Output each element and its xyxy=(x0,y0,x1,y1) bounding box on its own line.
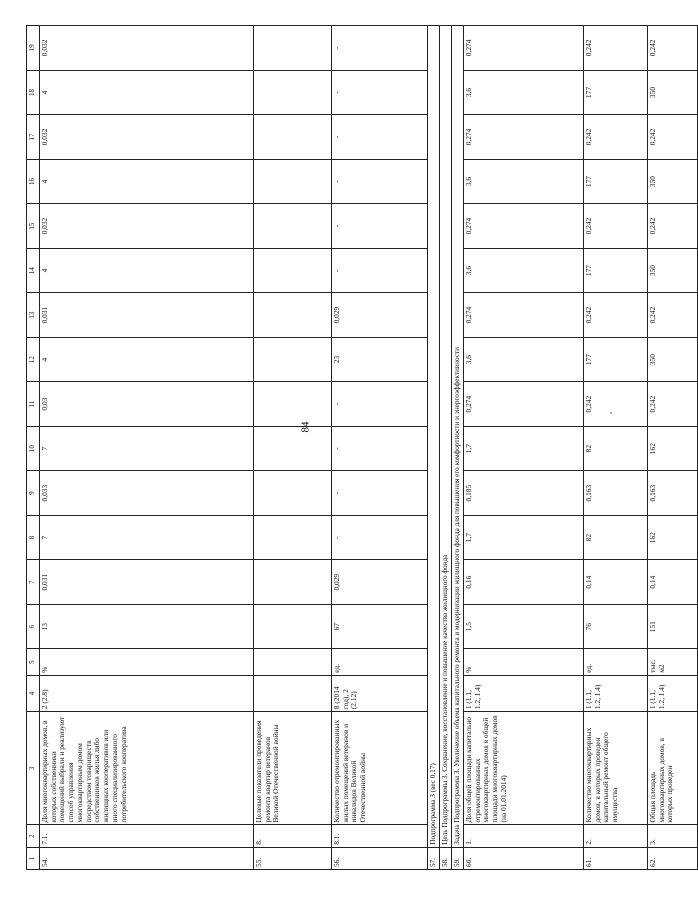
value-cell: - xyxy=(332,70,428,115)
value-cell: 0,14 xyxy=(648,560,698,605)
indicator-source: 8 (2014 год), 2 (2.12) xyxy=(332,675,428,711)
value-cell: 0,242 xyxy=(648,293,698,338)
row-number: 59. xyxy=(452,847,464,869)
value-cell: 82 xyxy=(584,515,648,560)
value-cell: 1,5 xyxy=(464,604,584,649)
value-cell: - xyxy=(332,471,428,516)
value-cell: 350 xyxy=(648,70,698,115)
section-title: Задача Подпрограммы 3. Увеличение объема капитального ремонта и модернизации жилищного фонда для повышения его комфортности и энергоэффективности xyxy=(452,26,464,848)
value-cell: - xyxy=(332,248,428,293)
value-cell xyxy=(254,70,332,115)
value-cell xyxy=(254,560,332,605)
indicator-code: 1. xyxy=(464,825,584,847)
indicator-source: 1 (1.1, 1.2, 1.4) xyxy=(464,675,584,711)
value-cell: - xyxy=(332,426,428,471)
unit: ед. xyxy=(332,649,428,675)
column-number: 7 xyxy=(27,560,40,605)
unit: ед. xyxy=(584,649,648,675)
value-cell: - xyxy=(332,159,428,204)
value-cell xyxy=(254,293,332,338)
value-cell: 0,032 xyxy=(40,26,254,71)
column-number: 18 xyxy=(27,70,40,115)
column-number: 5 xyxy=(27,649,40,675)
unit: тыс. м2 xyxy=(648,649,698,675)
table-row xyxy=(584,26,648,870)
value-cell: 0,032 xyxy=(40,115,254,160)
column-number: 4 xyxy=(27,675,40,711)
value-cell: 0,185 xyxy=(464,471,584,516)
row-number: 61. xyxy=(584,847,648,869)
indicator-name: Общая площадь многоквартирных домов, в которых проведен xyxy=(648,712,698,825)
column-number: 12 xyxy=(27,337,40,382)
value-cell: 0,163 xyxy=(584,471,648,516)
indicator-source xyxy=(254,675,332,711)
value-cell: 162 xyxy=(648,515,698,560)
value-cell: 4 xyxy=(40,248,254,293)
value-cell: 13 xyxy=(40,604,254,649)
column-number: 1 xyxy=(27,847,40,869)
value-cell xyxy=(254,248,332,293)
row-number: 57. xyxy=(428,847,440,869)
column-number: 17 xyxy=(27,115,40,160)
column-number: 9 xyxy=(27,471,40,516)
value-cell: - xyxy=(332,26,428,71)
value-cell: 0,032 xyxy=(40,204,254,249)
section-row xyxy=(428,26,440,870)
column-number: 6 xyxy=(27,604,40,649)
value-cell: 0,029 xyxy=(332,293,428,338)
value-cell: 3,6 xyxy=(464,248,584,293)
column-number: 16 xyxy=(27,159,40,204)
value-cell: 177 xyxy=(584,70,648,115)
row-number: 60. xyxy=(464,847,584,869)
indicator-name: Количество многоквартирных домов, в которых проведен капитальный ремонт общего имущества xyxy=(584,712,648,825)
column-number: 11 xyxy=(27,382,40,427)
value-cell: 0,242 xyxy=(584,115,648,160)
value-cell: 0,242 xyxy=(584,26,648,71)
indicator-name: Доля общей площади капитально отремонтированных многоквартирных домов в общей площади многоквартирных домов (на 01.01.2014) xyxy=(464,712,584,825)
value-cell: 0,029 xyxy=(332,560,428,605)
value-cell: 0,242 xyxy=(584,204,648,249)
value-cell: 151 xyxy=(648,604,698,649)
value-cell xyxy=(254,426,332,471)
unit: % xyxy=(40,649,254,675)
value-cell: 0,033 xyxy=(40,471,254,516)
rotated-table-wrapper xyxy=(26,25,675,870)
value-cell xyxy=(254,604,332,649)
indicators-table xyxy=(26,25,698,870)
value-cell: 177 xyxy=(584,159,648,204)
value-cell: 0,274 xyxy=(464,382,584,427)
value-cell: 177 xyxy=(584,337,648,382)
indicator-code: 7.1. xyxy=(40,825,254,847)
value-cell: 0,16 xyxy=(464,560,584,605)
value-cell: 0,163 xyxy=(648,471,698,516)
row-number: 58. xyxy=(440,847,452,869)
value-cell: 3,6 xyxy=(464,337,584,382)
value-cell: 4 xyxy=(40,159,254,204)
section-title: Цель Подпрограммы 3. Сохранение, восстановление и повышение качества жилищного фонда xyxy=(440,26,452,848)
value-cell: 7 xyxy=(40,515,254,560)
value-cell: 1,7 xyxy=(464,515,584,560)
column-number: 13 xyxy=(27,293,40,338)
row-number: 55. xyxy=(254,847,332,869)
value-cell: 0,031 xyxy=(40,560,254,605)
value-cell: 350 xyxy=(648,159,698,204)
indicator-code: 3. xyxy=(648,825,698,847)
row-number: 54. xyxy=(40,847,254,869)
unit xyxy=(254,649,332,675)
value-cell: 162 xyxy=(648,426,698,471)
table-row xyxy=(254,26,332,870)
indicator-name: Доля многоквартирных домов, в которых собственники помещений выбрали и реализуют способ управления многоквартирным домом посредством товариществ собственников жилья либо жилищных кооперативов или иного специализированного потребительского кооператива xyxy=(40,712,254,825)
section-title: Подпрограмма 3 (вес 0,17) xyxy=(428,26,440,848)
value-cell xyxy=(254,382,332,427)
value-cell: - xyxy=(332,515,428,560)
value-cell: - xyxy=(332,115,428,160)
indicator-name: Целевые показатели проведения ремонта квартир ветеранов Великой Отечественной войны xyxy=(254,712,332,825)
indicator-code: 8.1. xyxy=(332,825,428,847)
value-cell: 350 xyxy=(648,337,698,382)
value-cell xyxy=(254,471,332,516)
value-cell: 0,03 xyxy=(40,382,254,427)
value-cell: 23 xyxy=(332,337,428,382)
row-number: 56. xyxy=(332,847,428,869)
value-cell: 177 xyxy=(584,248,648,293)
indicator-code: 2. xyxy=(584,825,648,847)
indicator-name: Количество отремонтированных жилых помещений ветеранов и инвалидов Великой Отечественной войны xyxy=(332,712,428,825)
column-number: 14 xyxy=(27,248,40,293)
column-number-row xyxy=(27,26,40,870)
value-cell: 67 xyxy=(332,604,428,649)
value-cell xyxy=(254,115,332,160)
value-cell xyxy=(254,159,332,204)
column-number: 19 xyxy=(27,26,40,71)
section-row xyxy=(440,26,452,870)
indicator-source: 1 (1.1, 1.2, 1.4) xyxy=(648,675,698,711)
row-number: 62. xyxy=(648,847,698,869)
value-cell xyxy=(254,204,332,249)
table-row xyxy=(40,26,254,870)
value-cell: 350 xyxy=(648,248,698,293)
value-cell: 0,242 xyxy=(648,26,698,71)
table-row xyxy=(464,26,584,870)
value-cell: 0,031 xyxy=(40,293,254,338)
value-cell: 0,242 xyxy=(648,204,698,249)
value-cell xyxy=(254,337,332,382)
column-number: 10 xyxy=(27,426,40,471)
table-row xyxy=(332,26,428,870)
page-number: 84 xyxy=(299,421,312,433)
table-row xyxy=(648,26,698,870)
value-cell: 4 xyxy=(40,70,254,115)
column-number: 15 xyxy=(27,204,40,249)
value-cell: 0,274 xyxy=(464,204,584,249)
column-number: 8 xyxy=(27,515,40,560)
value-cell: 0,242 xyxy=(584,382,648,427)
value-cell: 1,7 xyxy=(464,426,584,471)
value-cell: 0,14 xyxy=(584,560,648,605)
value-cell: 0,242 xyxy=(648,382,698,427)
indicator-source: 1 (1.1, 1.2, 1.4) xyxy=(584,675,648,711)
value-cell: 0,242 xyxy=(648,115,698,160)
value-cell: 7 xyxy=(40,426,254,471)
indicator-code: 8. xyxy=(254,825,332,847)
value-cell: 0,242 xyxy=(584,293,648,338)
value-cell: 0,274 xyxy=(464,115,584,160)
value-cell xyxy=(254,26,332,71)
column-number: 2 xyxy=(27,825,40,847)
value-cell: 3,6 xyxy=(464,70,584,115)
value-cell: - xyxy=(332,204,428,249)
value-cell: 76 xyxy=(584,604,648,649)
value-cell: 4 xyxy=(40,337,254,382)
section-row xyxy=(452,26,464,870)
value-cell xyxy=(254,515,332,560)
indicator-source: 2 (2.8) xyxy=(40,675,254,711)
value-cell: 0,274 xyxy=(464,293,584,338)
column-number: 3 xyxy=(27,712,40,825)
unit: % xyxy=(464,649,584,675)
value-cell: - xyxy=(332,382,428,427)
value-cell: 82 xyxy=(584,426,648,471)
value-cell: 0,274 xyxy=(464,26,584,71)
value-cell: 3,6 xyxy=(464,159,584,204)
